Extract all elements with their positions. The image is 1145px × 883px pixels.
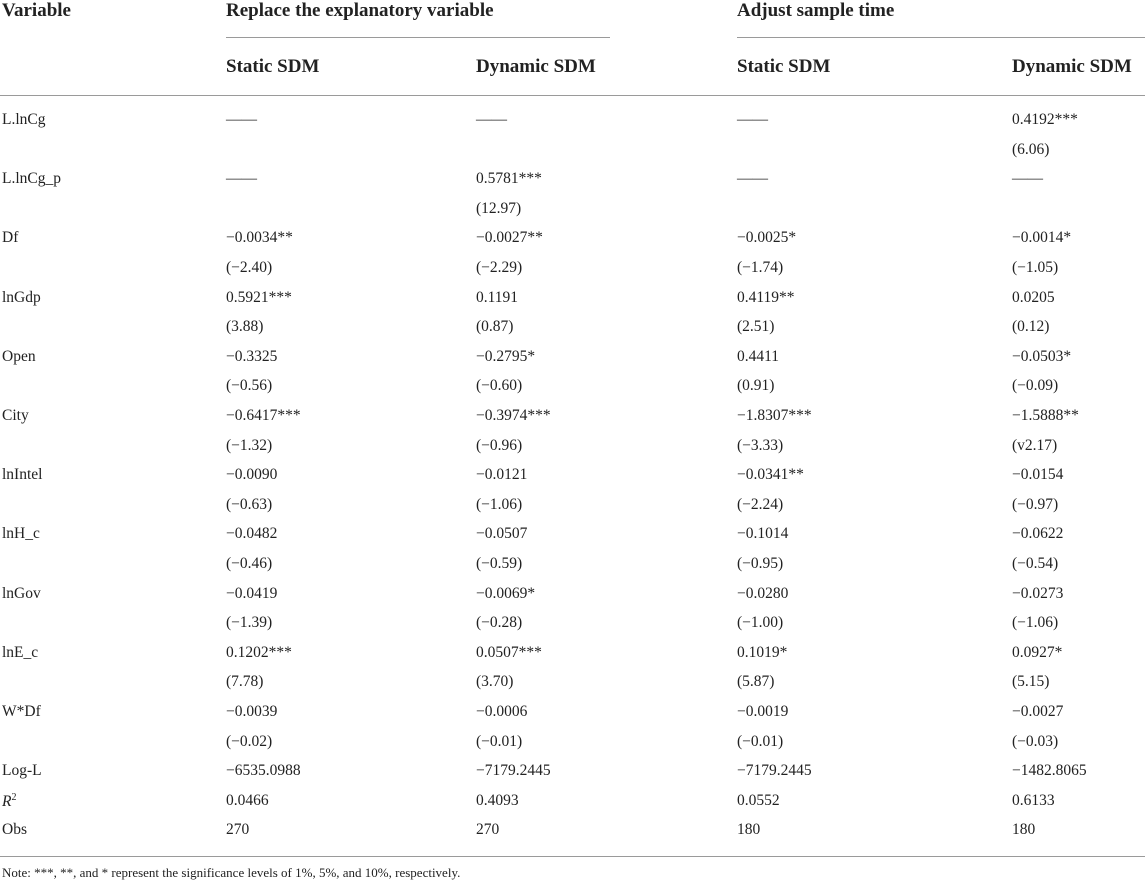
row-label: lnGov bbox=[2, 585, 41, 602]
t-stat: (12.97) bbox=[476, 200, 522, 217]
header-variable: Variable bbox=[2, 0, 71, 21]
coef-value: −0.0039 bbox=[226, 703, 278, 720]
group-underline-adjust bbox=[737, 37, 1145, 38]
t-stat: (0.87) bbox=[476, 318, 514, 335]
t-stat: (−1.39) bbox=[226, 614, 273, 631]
coef-value: −0.3325 bbox=[226, 348, 278, 365]
group-underline-replace bbox=[226, 37, 610, 38]
coef-value: —— bbox=[1012, 170, 1043, 187]
coef-value: —— bbox=[737, 170, 768, 187]
t-stat: (−0.96) bbox=[476, 437, 523, 454]
stat-value: 270 bbox=[226, 821, 250, 838]
coef-value: 0.4411 bbox=[737, 348, 780, 365]
row-label: lnE_c bbox=[2, 644, 39, 661]
row-label: W*Df bbox=[2, 703, 41, 720]
coef-value: 0.1202*** bbox=[226, 644, 292, 661]
t-stat: (−0.09) bbox=[1012, 377, 1059, 394]
coef-value: −1.5888** bbox=[1012, 407, 1079, 424]
row-label: City bbox=[2, 407, 29, 424]
t-stat: (−0.46) bbox=[226, 555, 273, 572]
coef-value: —— bbox=[226, 111, 257, 128]
coef-value: −0.0019 bbox=[737, 703, 789, 720]
coef-value: −0.0482 bbox=[226, 525, 278, 542]
r-superscript: 2 bbox=[11, 792, 17, 803]
stat-value: 0.0552 bbox=[737, 792, 780, 809]
coef-value: −0.0121 bbox=[476, 466, 528, 483]
coef-value: −0.0154 bbox=[1012, 466, 1064, 483]
coef-value: −0.0341** bbox=[737, 466, 804, 483]
stat-value: 0.6133 bbox=[1012, 792, 1055, 809]
header-group-replace: Replace the explanatory variable bbox=[226, 0, 494, 21]
t-stat: (−0.02) bbox=[226, 733, 273, 750]
coef-value: −0.0419 bbox=[226, 585, 278, 602]
t-stat: (−1.06) bbox=[476, 496, 523, 513]
coef-value: −0.6417*** bbox=[226, 407, 301, 424]
header-static-sdm-2: Static SDM bbox=[737, 56, 831, 77]
stat-value: −1482.8065 bbox=[1012, 762, 1087, 779]
t-stat: (−0.01) bbox=[737, 733, 784, 750]
t-stat: (−3.33) bbox=[737, 437, 784, 454]
coef-value: −0.1014 bbox=[737, 525, 789, 542]
t-stat: (−1.00) bbox=[737, 614, 784, 631]
t-stat: (2.51) bbox=[737, 318, 775, 335]
t-stat: (−2.24) bbox=[737, 496, 784, 513]
coef-value: 0.5921*** bbox=[226, 289, 292, 306]
coef-value: −0.3974*** bbox=[476, 407, 551, 424]
row-label: L.lnCg_p bbox=[2, 170, 61, 187]
row-label: Df bbox=[2, 229, 19, 246]
t-stat: (−0.01) bbox=[476, 733, 523, 750]
t-stat: (−1.32) bbox=[226, 437, 273, 454]
coef-value: 0.0507*** bbox=[476, 644, 542, 661]
bottom-rule bbox=[0, 856, 1145, 857]
coef-value: −0.0622 bbox=[1012, 525, 1064, 542]
coef-value: 0.5781*** bbox=[476, 170, 542, 187]
coef-value: −0.0090 bbox=[226, 466, 278, 483]
t-stat: (v2.17) bbox=[1012, 437, 1058, 454]
row-label: lnH_c bbox=[2, 525, 40, 542]
coef-value: 0.0205 bbox=[1012, 289, 1055, 306]
coef-value: −0.0034** bbox=[226, 229, 293, 246]
stat-label-r2 bbox=[2, 792, 16, 811]
header-dynamic-sdm-2: Dynamic SDM bbox=[1012, 56, 1132, 77]
t-stat: (−0.63) bbox=[226, 496, 273, 513]
t-stat: (7.78) bbox=[226, 673, 264, 690]
stat-value: −6535.0988 bbox=[226, 762, 301, 779]
coef-value: 0.0927* bbox=[1012, 644, 1063, 661]
coef-value: −0.0006 bbox=[476, 703, 528, 720]
t-stat: (5.15) bbox=[1012, 673, 1050, 690]
t-stat: (−0.03) bbox=[1012, 733, 1059, 750]
header-dynamic-sdm-1: Dynamic SDM bbox=[476, 56, 596, 77]
table-note: Note: ***, **, and * represent the significance levels of 1%, 5%, and 10%, respectively. bbox=[2, 865, 461, 880]
coef-value: −0.0025* bbox=[737, 229, 797, 246]
t-stat: (−0.56) bbox=[226, 377, 273, 394]
t-stat: (5.87) bbox=[737, 673, 775, 690]
coef-value: −0.2795* bbox=[476, 348, 536, 365]
row-label: Open bbox=[2, 348, 36, 365]
t-stat: (−1.05) bbox=[1012, 259, 1059, 276]
coef-value: 0.4192*** bbox=[1012, 111, 1078, 128]
t-stat: (−0.59) bbox=[476, 555, 523, 572]
row-label: lnGdp bbox=[2, 289, 41, 306]
t-stat: (−1.06) bbox=[1012, 614, 1059, 631]
t-stat: (0.91) bbox=[737, 377, 775, 394]
coef-value: −0.0503* bbox=[1012, 348, 1072, 365]
header-group-adjust: Adjust sample time bbox=[737, 0, 895, 21]
coef-value: −0.0507 bbox=[476, 525, 528, 542]
coef-value: −0.0027 bbox=[1012, 703, 1064, 720]
t-stat: (−0.54) bbox=[1012, 555, 1059, 572]
header-static-sdm-1: Static SDM bbox=[226, 56, 320, 77]
t-stat: (6.06) bbox=[1012, 141, 1050, 158]
coef-value: —— bbox=[226, 170, 257, 187]
stat-value: 180 bbox=[1012, 821, 1036, 838]
row-label: lnIntel bbox=[2, 466, 43, 483]
coef-value: −0.0273 bbox=[1012, 585, 1064, 602]
t-stat: (−1.74) bbox=[737, 259, 784, 276]
t-stat: (−0.97) bbox=[1012, 496, 1059, 513]
t-stat: (−2.40) bbox=[226, 259, 273, 276]
t-stat: (3.70) bbox=[476, 673, 514, 690]
stat-label: Obs bbox=[2, 821, 27, 838]
t-stat: (3.88) bbox=[226, 318, 264, 335]
t-stat: (−0.95) bbox=[737, 555, 784, 572]
t-stat: (−2.29) bbox=[476, 259, 523, 276]
stat-value: 270 bbox=[476, 821, 500, 838]
coef-value: 0.4119** bbox=[737, 289, 795, 306]
header-rule bbox=[0, 95, 1145, 96]
coef-value: —— bbox=[737, 111, 768, 128]
stat-value: 180 bbox=[737, 821, 761, 838]
t-stat: (−0.60) bbox=[476, 377, 523, 394]
coef-value: −0.0280 bbox=[737, 585, 789, 602]
t-stat: (−0.28) bbox=[476, 614, 523, 631]
stat-value: 0.0466 bbox=[226, 792, 269, 809]
coef-value: 0.1191 bbox=[476, 289, 519, 306]
coef-value: −0.0069* bbox=[476, 585, 536, 602]
stat-value: 0.4093 bbox=[476, 792, 519, 809]
row-label: L.lnCg bbox=[2, 111, 46, 128]
stat-value: −7179.2445 bbox=[476, 762, 551, 779]
coef-value: −0.0027** bbox=[476, 229, 543, 246]
coef-value: 0.1019* bbox=[737, 644, 788, 661]
stat-label: Log-L bbox=[2, 762, 42, 779]
coef-value: −1.8307*** bbox=[737, 407, 812, 424]
t-stat: (0.12) bbox=[1012, 318, 1050, 335]
stat-value: −7179.2445 bbox=[737, 762, 812, 779]
coef-value: —— bbox=[476, 111, 507, 128]
coef-value: −0.0014* bbox=[1012, 229, 1072, 246]
r-symbol: R bbox=[2, 793, 12, 811]
